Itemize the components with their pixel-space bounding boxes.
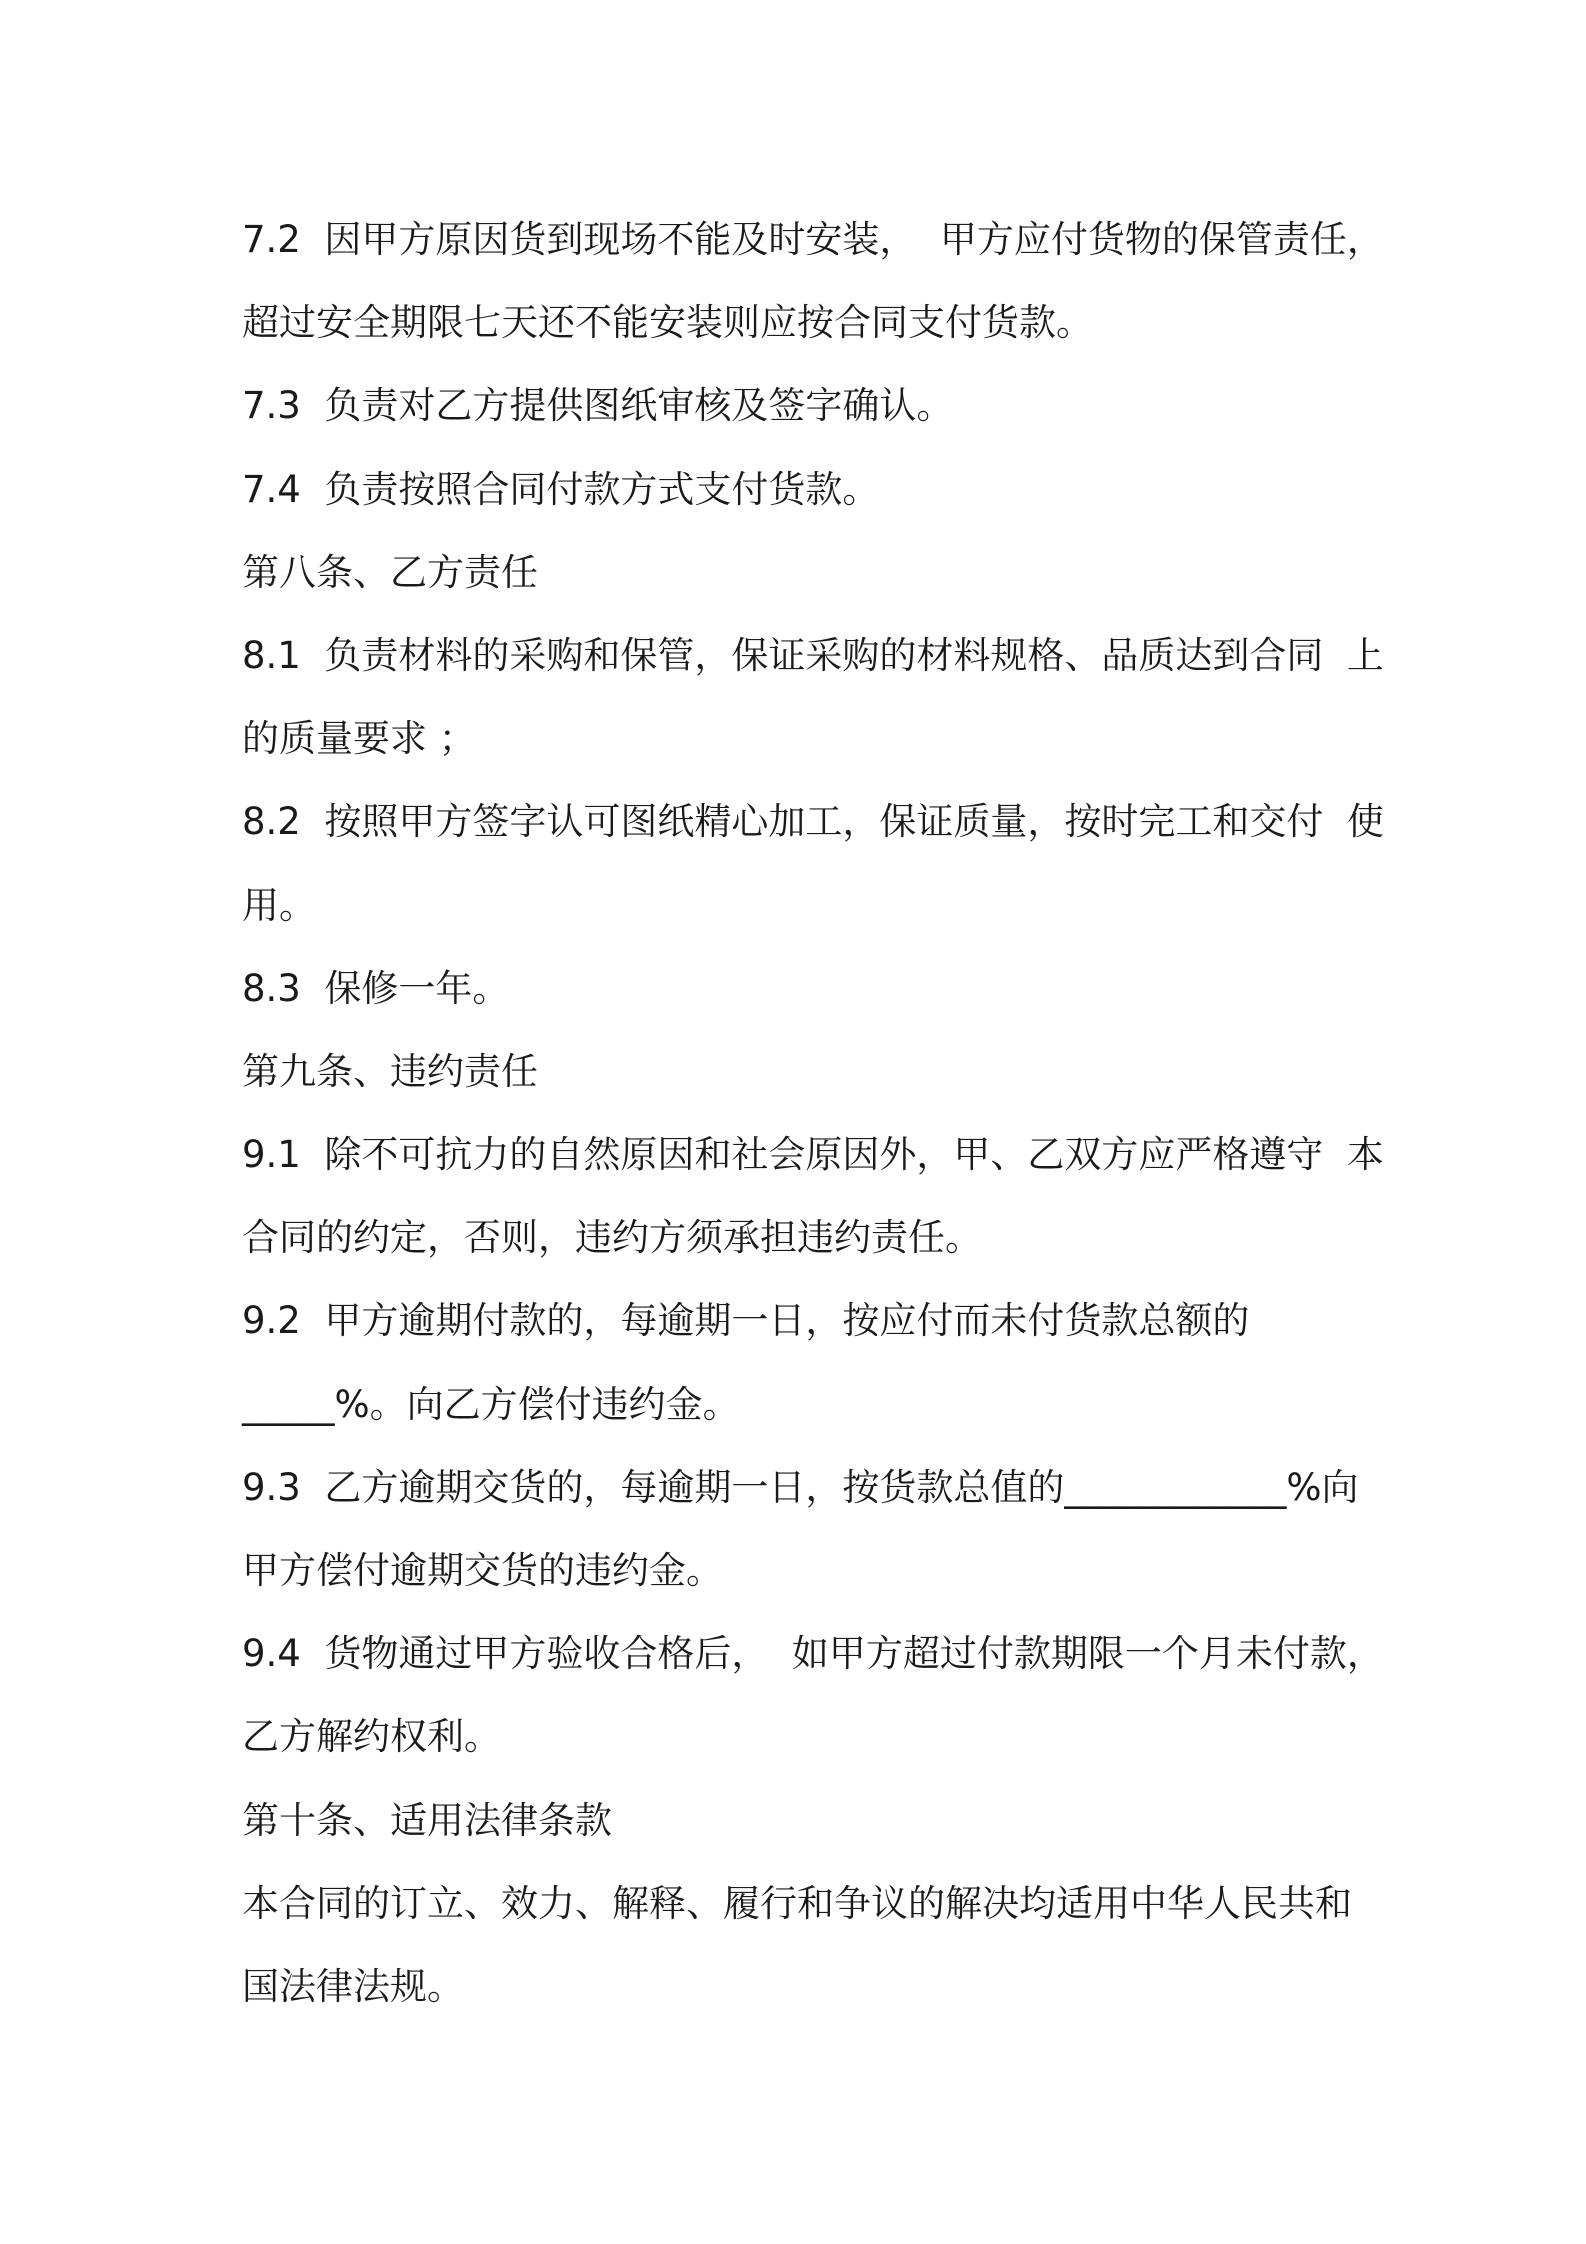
clause-7-3: 7.3 负责对乙方提供图纸审核及签字确认。	[242, 384, 954, 428]
article-10-text-line-2: 国法律法规。	[242, 1964, 464, 2008]
article-8-heading: 第八条、乙方责任	[242, 550, 538, 594]
article-10-text-line-1: 本合同的订立、效力、解释、履行和争议的解决均适用中华人民共和	[242, 1881, 1352, 1925]
clause-7-4: 7.4 负责按照合同付款方式支付货款。	[242, 467, 880, 511]
clause-9-3-line-1: 9.3 乙方逾期交货的，每逾期一日，按货款总值的____________%向	[242, 1465, 1359, 1509]
article-10-heading: 第十条、适用法律条款	[242, 1798, 612, 1842]
clause-8-2-line-2: 用。	[242, 883, 316, 927]
clause-9-4-line-2: 乙方解约权利。	[242, 1715, 501, 1759]
document-body	[242, 198, 1384, 2028]
article-9-heading: 第九条、违约责任	[242, 1049, 538, 1093]
clause-8-1-line-2: 的质量要求 ；	[242, 717, 476, 761]
clause-9-1-line-1: 9.1 除不可抗力的自然原因和社会原因外，甲、乙双方应严格遵守 本	[242, 1133, 1384, 1177]
clause-8-2-line-1: 8.2 按照甲方签字认可图纸精心加工，保证质量，按时完工和交付 使	[242, 800, 1384, 844]
clause-8-1-line-1: 8.1 负责材料的采购和保管，保证采购的材料规格、品质达到合同 上	[242, 633, 1384, 677]
clause-9-3-line-2: 甲方偿付逾期交货的违约金。	[242, 1549, 723, 1592]
clause-9-2-line-2: _____%。向乙方偿付违约金。	[242, 1382, 740, 1426]
clause-9-1-line-2: 合同的约定，否则，违约方须承担违约责任。	[242, 1216, 982, 1260]
clause-9-4-line-1: 9.4 货物通过甲方验收合格后， 如甲方超过付款期限一个月未付款，	[242, 1632, 1384, 1676]
clause-8-3: 8.3 保修一年。	[242, 966, 510, 1010]
clause-7-2-line-1: 7.2 因甲方原因货到现场不能及时安装， 甲方应付货物的保管责任，	[242, 218, 1384, 261]
clause-7-2-line-2: 超过安全期限七天还不能安装则应按合同支付货款。	[242, 301, 1093, 345]
clause-9-2-line-1: 9.2 甲方逾期付款的，每逾期一日，按应付而未付货款总额的	[242, 1299, 1250, 1343]
